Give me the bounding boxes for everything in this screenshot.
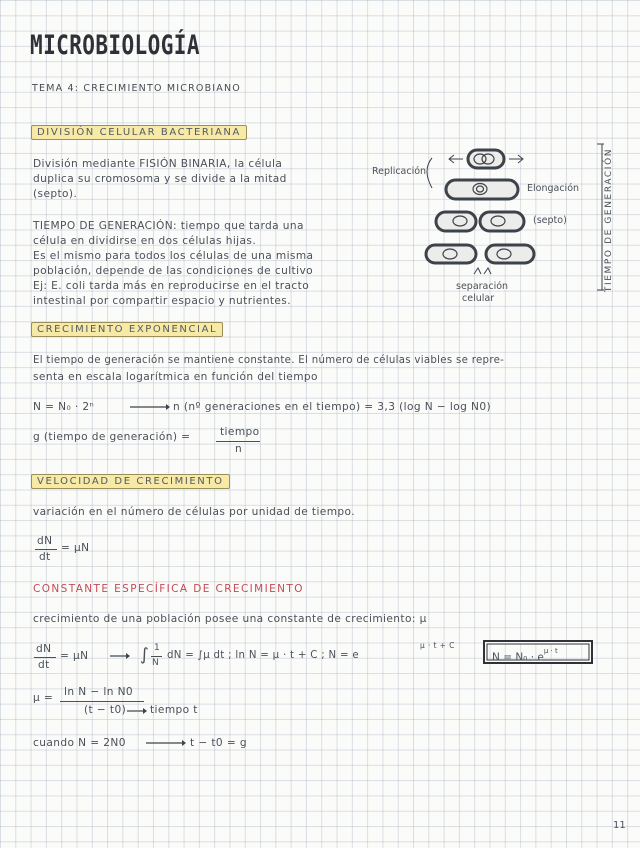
fraction-bar (216, 441, 260, 442)
mu-lhs: µ = (33, 692, 54, 704)
arrow-right-icon (127, 706, 147, 716)
eq1-numerator: dN (36, 643, 52, 655)
arrow-right-icon (110, 651, 130, 661)
cuando-text: cuando N = 2N0 (33, 737, 126, 749)
topic-subtitle: TEMA 4: CRECIMIENTO MICROBIANO (32, 83, 241, 94)
generation-text-line3: Es el mismo para todos los células de una misma (33, 250, 314, 262)
mu-numerator: ln N − ln N0 (64, 686, 134, 698)
formula-g-denominator: n (235, 443, 243, 455)
exponential-text-line2: senta en escala logarítmica en función del tiempo (33, 371, 318, 383)
velocity-eq-denominator: dt (39, 551, 51, 563)
generation-text-line6: intestinal por compartir espacio y nutrientes. (33, 295, 291, 307)
section-heading-specific-constant: CONSTANTE ESPECÍFICA DE CRECIMIENTO (33, 583, 304, 595)
label-celular: celular (462, 293, 495, 304)
label-septo: (septo) (533, 215, 567, 226)
velocity-eq-rhs: = µN (61, 542, 90, 554)
integral-exponent: µ · t + C (420, 641, 455, 650)
label-separacion: separación (456, 281, 509, 292)
division-text-line2: duplica su cromosoma y se divide a la mitad (33, 173, 287, 185)
eq1-denominator: dt (38, 659, 50, 671)
formula-g-numerator: tiempo (220, 426, 260, 438)
label-elongacion: Elongación (527, 183, 580, 194)
cell-stage-separation (426, 245, 534, 263)
integral-symbol: ∫ (140, 645, 150, 665)
section-heading-division: DIVISIÓN CELULAR BACTERIANA (31, 125, 247, 140)
label-tiempo-generacion: TIEMPO DE GENERACIÓN (604, 147, 614, 293)
specific-constant-text: crecimiento de una población posee una constante de crecimiento: µ (33, 613, 427, 625)
division-text-line1: División mediante FISIÓN BINARIA, la célula (33, 158, 283, 170)
fraction-bar (35, 549, 57, 550)
cuando-result: t − t0 = g (190, 737, 247, 749)
eq1-rhs: = µN (60, 650, 89, 662)
cell-stage-elongation (446, 180, 518, 199)
mu-arrow-label: tiempo t (150, 704, 198, 716)
integral-numerator: 1 (154, 643, 161, 653)
fraction-bar (34, 657, 56, 658)
section-heading-exponential: CRECIMIENTO EXPONENCIAL (31, 322, 223, 337)
generation-text-line5: Ej: E. coli tarda más en reproducirse en el tracto (33, 280, 310, 292)
exponential-text-line1: El tiempo de generación se mantiene constante. El número de células viables se repre- (33, 355, 505, 366)
division-text-line3: (septo). (33, 188, 78, 200)
section-heading-velocity: VELOCIDAD DE CRECIMIENTO (31, 474, 230, 489)
integral-denominator: N (152, 658, 160, 668)
velocity-eq-numerator: dN (37, 535, 53, 547)
generation-text-line2: célula en dividirse en dos células hijas. (33, 235, 257, 247)
formula-g-lhs: g (tiempo de generación) = (33, 431, 191, 443)
page-number: 11 (613, 820, 626, 831)
cell-stage-replication (468, 150, 504, 168)
page-title: MICROBIOLOGÍA (30, 30, 200, 61)
cell-stage-septum (436, 212, 524, 231)
integral-rest: dN = ∫µ dt ; ln N = µ · t + C ; N = e (167, 650, 359, 661)
fraction-bar (60, 701, 144, 702)
mu-denominator: (t − t0) (84, 704, 127, 716)
fraction-bar (151, 656, 162, 657)
arrow-right-icon (146, 738, 186, 748)
formula-exponential: N = N₀ · 2ⁿ (33, 401, 95, 413)
velocity-text: variación en el número de células por unidad de tiempo. (33, 506, 356, 518)
generation-text-line4: población, depende de las condiciones de cultivo (33, 265, 313, 277)
formula-generations: n (nº generaciones en el tiempo) = 3,3 (log N − log N0) (173, 401, 492, 413)
arrow-right-icon (130, 402, 170, 412)
generation-text-line1: TIEMPO DE GENERACIÓN: tiempo que tarda una (33, 220, 304, 232)
label-replicacion: Replicación (372, 166, 427, 177)
boxed-result-formula: $N = N_0 \cdot e^{\mu \cdot t}$ (483, 640, 593, 664)
